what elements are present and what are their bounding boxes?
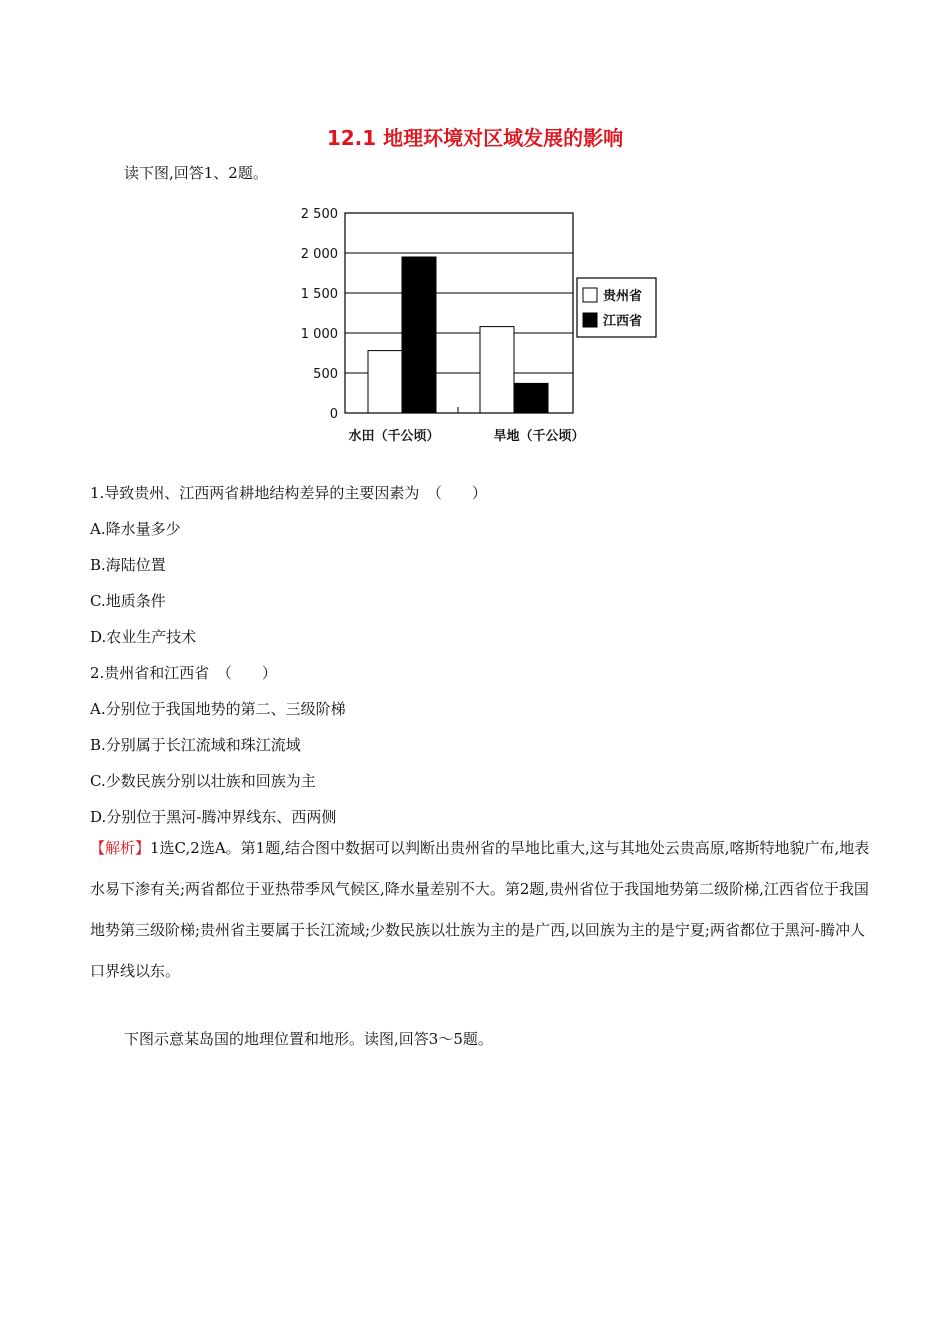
question-1-option-a: A.降水量多少 <box>90 520 181 538</box>
legend-swatch <box>583 288 597 302</box>
y-tick-label: 1 000 <box>300 327 338 342</box>
chart-legend <box>577 278 656 337</box>
analysis-tag: 【解析】 <box>90 839 151 857</box>
bar-jiangxi-paddy <box>402 257 436 413</box>
x-category-label: 旱地（千公顷） <box>493 429 585 444</box>
y-tick-label: 2 000 <box>300 247 338 262</box>
question-2-option-a: A.分别位于我国地势的第二、三级阶梯 <box>90 700 346 718</box>
bar-jiangxi-dryland <box>514 383 548 413</box>
question-2-option-d: D.分别位于黑河-腾冲界线东、西两侧 <box>90 808 337 826</box>
y-tick-label: 2 500 <box>300 207 338 222</box>
question-2-stem: 2.贵州省和江西省 （ ） <box>90 664 277 682</box>
bar-guizhou-dryland <box>480 327 514 413</box>
bar-chart <box>290 196 690 458</box>
question-2-option-c: C.少数民族分别以壮族和回族为主 <box>90 772 316 790</box>
intro-text: 读下图,回答1、2题。 <box>124 164 268 182</box>
page-title: 12.1 地理环境对区域发展的影响 <box>326 126 624 150</box>
y-axis-ticks <box>301 207 338 422</box>
y-tick-label: 1 500 <box>300 287 338 302</box>
legend-label: 江西省 <box>603 314 643 329</box>
x-axis-categories <box>348 428 584 444</box>
x-category-label: 水田（千公顷） <box>348 429 440 444</box>
question-2-option-b: B.分别属于长江流域和珠江流域 <box>90 736 301 754</box>
bar-guizhou-paddy <box>368 351 402 413</box>
question-1-option-b: B.海陆位置 <box>90 556 166 574</box>
analysis-text: 1选C,2选A。第1题,结合图中数据可以判断出贵州省的旱地比重大,这与其地处云贵高原,喀斯特地貌广布,地表水易下渗有关;两省都位于亚热带季风气候区,降水量差别不大。第2题,贵州省位于我国地势第二级阶梯,江西省位于我国地势第三级阶梯;贵州省主要属于长江流域;少数民族以壮族为主的是广西,以回族为主的是宁夏;两省都位于黑河-腾冲人口界线以东。 <box>90 839 870 980</box>
analysis-paragraph <box>90 828 870 992</box>
legend-label: 贵州省 <box>603 289 643 304</box>
legend-swatch <box>583 313 597 327</box>
y-tick-label: 500 <box>313 367 338 382</box>
question-1-option-c: C.地质条件 <box>90 592 166 610</box>
chart-bars <box>368 257 548 413</box>
y-tick-label: 0 <box>329 407 338 422</box>
question-1-option-d: D.农业生产技术 <box>90 628 197 646</box>
question-1-stem: 1.导致贵州、江西两省耕地结构差异的主要因素为 （ ） <box>90 484 487 502</box>
intro-text-2: 下图示意某岛国的地理位置和地形。读图,回答3～5题。 <box>124 1030 493 1048</box>
